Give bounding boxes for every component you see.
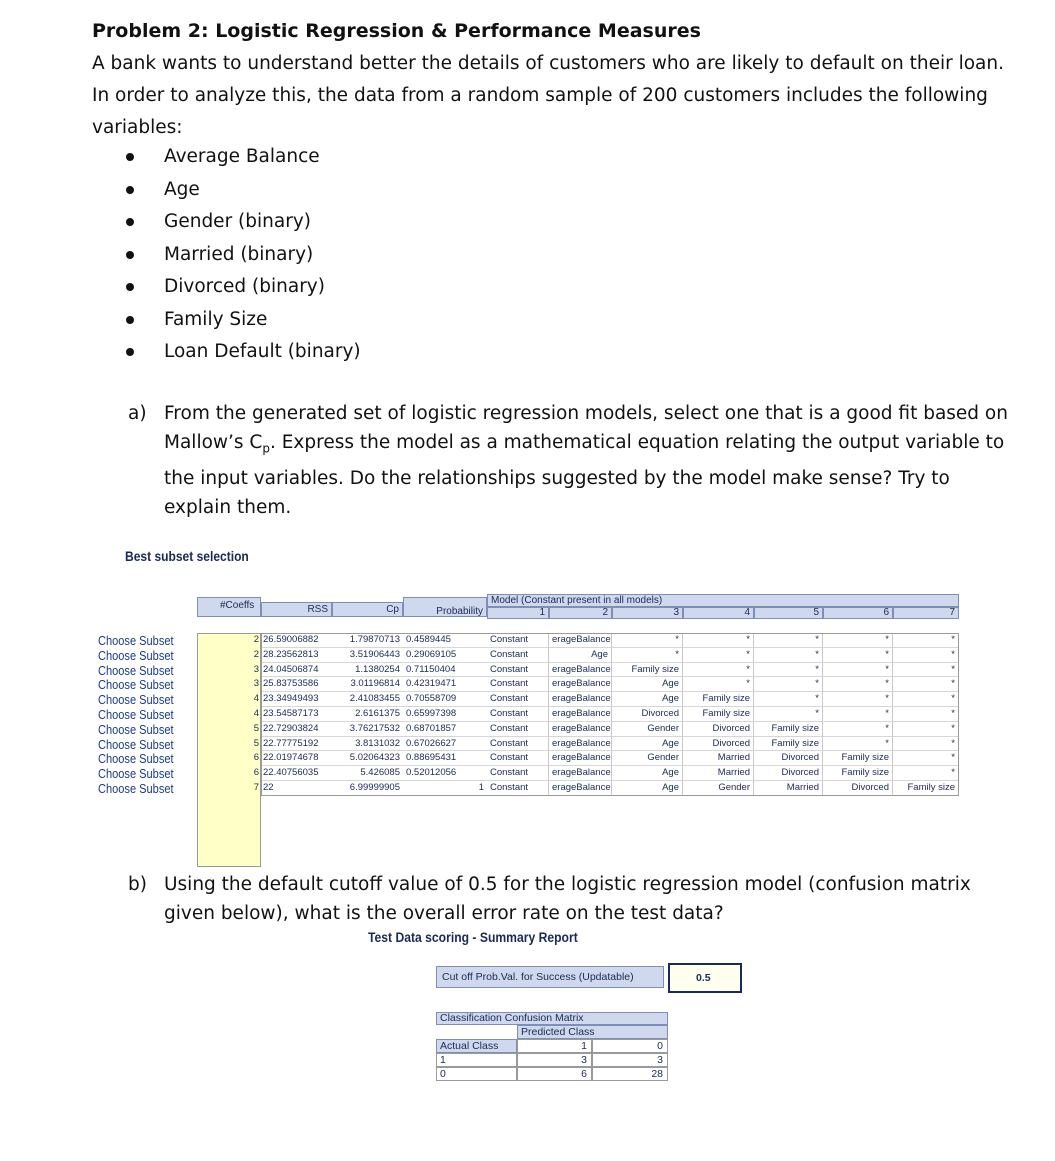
best-subset-title: Best subset selection xyxy=(125,548,249,564)
cm-cell-0-0: 28 xyxy=(592,1067,668,1081)
table-cell-cp: 3.8131032 xyxy=(332,737,403,752)
header-model-col-2: 2 xyxy=(549,607,612,619)
cm-cell-1-1: 3 xyxy=(517,1053,592,1067)
table-cell-model: Constant xyxy=(487,722,549,737)
table-cell-model: erageBalance xyxy=(549,663,612,678)
table-cell-model: * xyxy=(893,633,959,648)
question-a-text-end: . Express the model as a mathematical equation relating the output variable to the input variables. Do the relationships suggested by the model make sense? Try to explain them. xyxy=(164,432,1005,518)
table-cell-model: erageBalance xyxy=(549,692,612,707)
problem-intro: A bank wants to understand better the details of customers who are likely to default on their loan. In order to analyze this, the data from a random sample of 200 customers includes the following variables: xyxy=(92,53,1004,138)
choose-subset-link[interactable]: Choose Subset xyxy=(98,692,174,708)
table-cell-rss: 28.23562813 xyxy=(261,648,332,663)
table-cell-cp: 1.1380254 xyxy=(332,663,403,678)
table-cell-probability: 0.52012056 xyxy=(403,766,487,781)
table-cell-model: Constant xyxy=(487,707,549,722)
header-coeffs: #Coeffs xyxy=(197,597,261,617)
cm-title: Classification Confusion Matrix xyxy=(436,1012,668,1025)
header-model-col-6: 6 xyxy=(823,607,893,619)
table-cell-model: erageBalance xyxy=(549,751,612,766)
table-cell-model: erageBalance xyxy=(549,766,612,781)
table-cell-rss: 22 xyxy=(261,781,332,796)
table-cell-model: * xyxy=(893,677,959,692)
header-model-col-7: 7 xyxy=(893,607,959,619)
table-cell-probability: 0.71150404 xyxy=(403,663,487,678)
table-cell-model: * xyxy=(754,663,823,678)
table-cell-model: erageBalance xyxy=(549,707,612,722)
table-cell-model: erageBalance xyxy=(549,722,612,737)
table-cell-model: erageBalance xyxy=(549,633,612,648)
table-cell-rss: 24.04506874 xyxy=(261,663,332,678)
cm-pred-1-header: 1 xyxy=(517,1039,592,1053)
cm-actual-1: 1 xyxy=(436,1053,517,1067)
choose-subset-link[interactable]: Choose Subset xyxy=(98,766,174,782)
table-cell-model: Divorced xyxy=(612,707,683,722)
question-b xyxy=(128,870,1018,928)
table-cell-model: Constant xyxy=(487,633,549,648)
cutoff-label: Cut off Prob.Val. for Success (Updatable) xyxy=(436,966,664,988)
table-cell-model: Family size xyxy=(823,766,893,781)
table-cell-model: erageBalance xyxy=(549,781,612,796)
list-item: Loan Default (binary) xyxy=(126,336,361,369)
choose-subset-link[interactable]: Choose Subset xyxy=(98,662,174,678)
table-cell-cp: 2.6161375 xyxy=(332,707,403,722)
table-cell-coeffs: 3 xyxy=(253,678,259,690)
table-cell-model: erageBalance xyxy=(549,737,612,752)
table-cell-model: * xyxy=(893,766,959,781)
table-cell-model: * xyxy=(893,648,959,663)
table-cell-cp: 3.51906443 xyxy=(332,648,403,663)
table-cell-model: * xyxy=(893,737,959,752)
header-probability: Probability xyxy=(403,597,487,617)
list-item: Divorced (binary) xyxy=(126,271,361,304)
table-cell-model: erageBalance xyxy=(549,677,612,692)
table-cell-model: Constant xyxy=(487,663,549,678)
list-item: Average Balance xyxy=(126,141,361,174)
header-model: Model (Constant present in all models) xyxy=(487,594,959,607)
bullet-icon xyxy=(126,348,134,356)
table-cell-model: Age xyxy=(612,766,683,781)
choose-subset-link[interactable]: Choose Subset xyxy=(98,781,174,796)
table-cell-cp: 5.426085 xyxy=(332,766,403,781)
table-cell-model: Age xyxy=(612,692,683,707)
cm-cell-0-1: 6 xyxy=(517,1067,592,1081)
question-a-subscript: p xyxy=(262,441,270,456)
table-cell-model: Gender xyxy=(683,781,754,796)
cm-predicted-class: Predicted Class xyxy=(517,1025,668,1039)
choose-subset-link[interactable]: Choose Subset xyxy=(98,736,174,752)
table-cell-model: * xyxy=(823,722,893,737)
table-cell-model: Constant xyxy=(487,648,549,663)
table-cell-coeffs: 7 xyxy=(253,782,259,793)
table-cell-model: Age xyxy=(612,781,683,796)
test-report-title: Test Data scoring - Summary Report xyxy=(368,930,578,945)
table-cell-model: Family size xyxy=(823,751,893,766)
table-cell-model: * xyxy=(823,737,893,752)
table-cell-model: * xyxy=(893,692,959,707)
choose-subset-link[interactable]: Choose Subset xyxy=(98,677,174,693)
table-cell-probability: 0.29069105 xyxy=(403,648,487,663)
table-cell-rss: 26.59006882 xyxy=(261,633,332,648)
table-cell-model: * xyxy=(683,677,754,692)
table-cell-model: * xyxy=(823,707,893,722)
table-cell-model: Gender xyxy=(612,751,683,766)
table-cell-rss: 22.40756035 xyxy=(261,766,332,781)
table-cell-model: Divorced xyxy=(683,737,754,752)
table-cell-model: * xyxy=(754,633,823,648)
table-cell-model: Family size xyxy=(893,781,959,796)
table-cell-model: * xyxy=(754,648,823,663)
table-cell-model: Constant xyxy=(487,781,549,796)
table-cell-model: Family size xyxy=(754,737,823,752)
table-cell-cp: 3.01196814 xyxy=(332,677,403,692)
cm-actual-0: 0 xyxy=(436,1067,517,1081)
table-cell-model: Family size xyxy=(683,707,754,722)
bullet-icon xyxy=(126,251,134,259)
list-item: Age xyxy=(126,174,361,207)
table-cell-model: * xyxy=(683,663,754,678)
table-cell-model: * xyxy=(893,707,959,722)
table-cell-model: * xyxy=(893,722,959,737)
bullet-icon xyxy=(126,283,134,291)
question-b-label: b) xyxy=(128,874,147,895)
header-model-col-1: 1 xyxy=(487,607,549,619)
table-cell-model: Constant xyxy=(487,677,549,692)
choose-subset-link[interactable]: Choose Subset xyxy=(98,647,174,663)
header-cp: Cp xyxy=(332,602,403,617)
bullet-icon xyxy=(126,186,134,194)
question-a-label: a) xyxy=(128,403,147,424)
table-cell-model: * xyxy=(823,648,893,663)
table-cell-model: * xyxy=(823,663,893,678)
table-cell-cp: 6.99999905 xyxy=(332,781,403,796)
table-cell-cp: 3.76217532 xyxy=(332,722,403,737)
table-cell-coeffs: 6 xyxy=(253,752,259,764)
question-b-text: Using the default cutoff value of 0.5 for the logistic regression model (confusion matrix given below), what is the overall error rate on the test data? xyxy=(164,874,971,924)
cutoff-value-input[interactable]: 0.5 xyxy=(668,963,742,993)
table-cell-probability: 0.42319471 xyxy=(403,677,487,692)
table-cell-model: Constant xyxy=(487,751,549,766)
table-cell-model: Divorced xyxy=(683,722,754,737)
table-cell-rss: 23.54587173 xyxy=(261,707,332,722)
header-model-col-3: 3 xyxy=(612,607,683,619)
table-cell-model: Age xyxy=(549,648,612,663)
choose-subset-link[interactable]: Choose Subset xyxy=(98,751,174,767)
choose-subset-link[interactable]: Choose Subset xyxy=(98,633,174,648)
table-border xyxy=(261,633,959,796)
list-item: Family Size xyxy=(126,304,361,337)
header-model-col-4: 4 xyxy=(683,607,754,619)
table-cell-coeffs: 2 xyxy=(253,634,259,645)
table-cell-cp: 1.79870713 xyxy=(332,633,403,648)
table-cell-coeffs: 2 xyxy=(253,648,259,660)
table-cell-coeffs: 5 xyxy=(253,737,259,749)
table-cell-cp: 5.02064323 xyxy=(332,751,403,766)
table-cell-model: Gender xyxy=(612,722,683,737)
table-cell-model: Family size xyxy=(683,692,754,707)
table-cell-model: Family size xyxy=(754,722,823,737)
table-cell-model: Married xyxy=(754,781,823,796)
table-cell-model: Constant xyxy=(487,692,549,707)
cm-pred-0-header: 0 xyxy=(592,1039,668,1053)
table-cell-probability: 0.70558709 xyxy=(403,692,487,707)
table-cell-probability: 0.88695431 xyxy=(403,751,487,766)
table-cell-model: * xyxy=(754,692,823,707)
table-cell-model: Family size xyxy=(612,663,683,678)
table-cell-model: * xyxy=(683,633,754,648)
table-cell-model: Age xyxy=(612,737,683,752)
problem-title: Problem 2: Logistic Regression & Performance Measures xyxy=(92,20,701,42)
variable-list xyxy=(126,141,361,369)
table-cell-model: Age xyxy=(612,677,683,692)
table-cell-cp: 2.41083455 xyxy=(332,692,403,707)
table-cell-coeffs: 6 xyxy=(253,767,259,779)
table-cell-model: * xyxy=(612,633,683,648)
table-cell-probability: 0.65997398 xyxy=(403,707,487,722)
table-cell-model: Divorced xyxy=(754,751,823,766)
table-cell-model: * xyxy=(754,707,823,722)
table-cell-rss: 25.83753586 xyxy=(261,677,332,692)
table-cell-probability: 0.67026627 xyxy=(403,737,487,752)
table-cell-rss: 22.72903824 xyxy=(261,722,332,737)
table-cell-probability: 0.68701857 xyxy=(403,722,487,737)
table-cell-model: * xyxy=(754,677,823,692)
table-cell-model: Married xyxy=(683,751,754,766)
header-rss: RSS xyxy=(261,602,332,617)
question-a xyxy=(128,399,1018,522)
table-cell-rss: 22.77775192 xyxy=(261,737,332,752)
table-cell-model: * xyxy=(823,692,893,707)
table-cell-model: Constant xyxy=(487,766,549,781)
table-cell-probability: 1 xyxy=(403,781,487,796)
table-cell-probability: 0.4589445 xyxy=(403,633,487,648)
table-cell-model: Married xyxy=(683,766,754,781)
table-cell-model: Constant xyxy=(487,737,549,752)
table-cell-model: * xyxy=(823,677,893,692)
bullet-icon xyxy=(126,316,134,324)
table-cell-model: * xyxy=(612,648,683,663)
list-item: Married (binary) xyxy=(126,239,361,272)
table-cell-rss: 23.34949493 xyxy=(261,692,332,707)
table-cell-rss: 22.01974678 xyxy=(261,751,332,766)
table-cell-model: * xyxy=(893,663,959,678)
table-cell-model: * xyxy=(893,751,959,766)
question-a-text: From the generated set of logistic regression models, select one that is a good fit based on Mallow’s C xyxy=(164,403,1008,453)
table-cell-coeffs: 3 xyxy=(253,663,259,675)
table-cell-model: * xyxy=(683,648,754,663)
table-cell-model: Divorced xyxy=(823,781,893,796)
table-cell-model: Divorced xyxy=(754,766,823,781)
bullet-icon xyxy=(126,218,134,226)
table-cell-coeffs: 5 xyxy=(253,722,259,734)
cm-actual-class: Actual Class xyxy=(436,1039,517,1053)
table-cell-coeffs: 4 xyxy=(253,693,259,705)
list-item: Gender (binary) xyxy=(126,206,361,239)
choose-subset-link[interactable]: Choose Subset xyxy=(98,721,174,737)
choose-subset-link[interactable]: Choose Subset xyxy=(98,707,174,722)
table-cell-model: * xyxy=(823,633,893,648)
bullet-icon xyxy=(126,153,134,161)
header-model-col-5: 5 xyxy=(754,607,823,619)
cm-cell-1-0: 3 xyxy=(592,1053,668,1067)
table-cell-coeffs: 4 xyxy=(253,708,259,719)
